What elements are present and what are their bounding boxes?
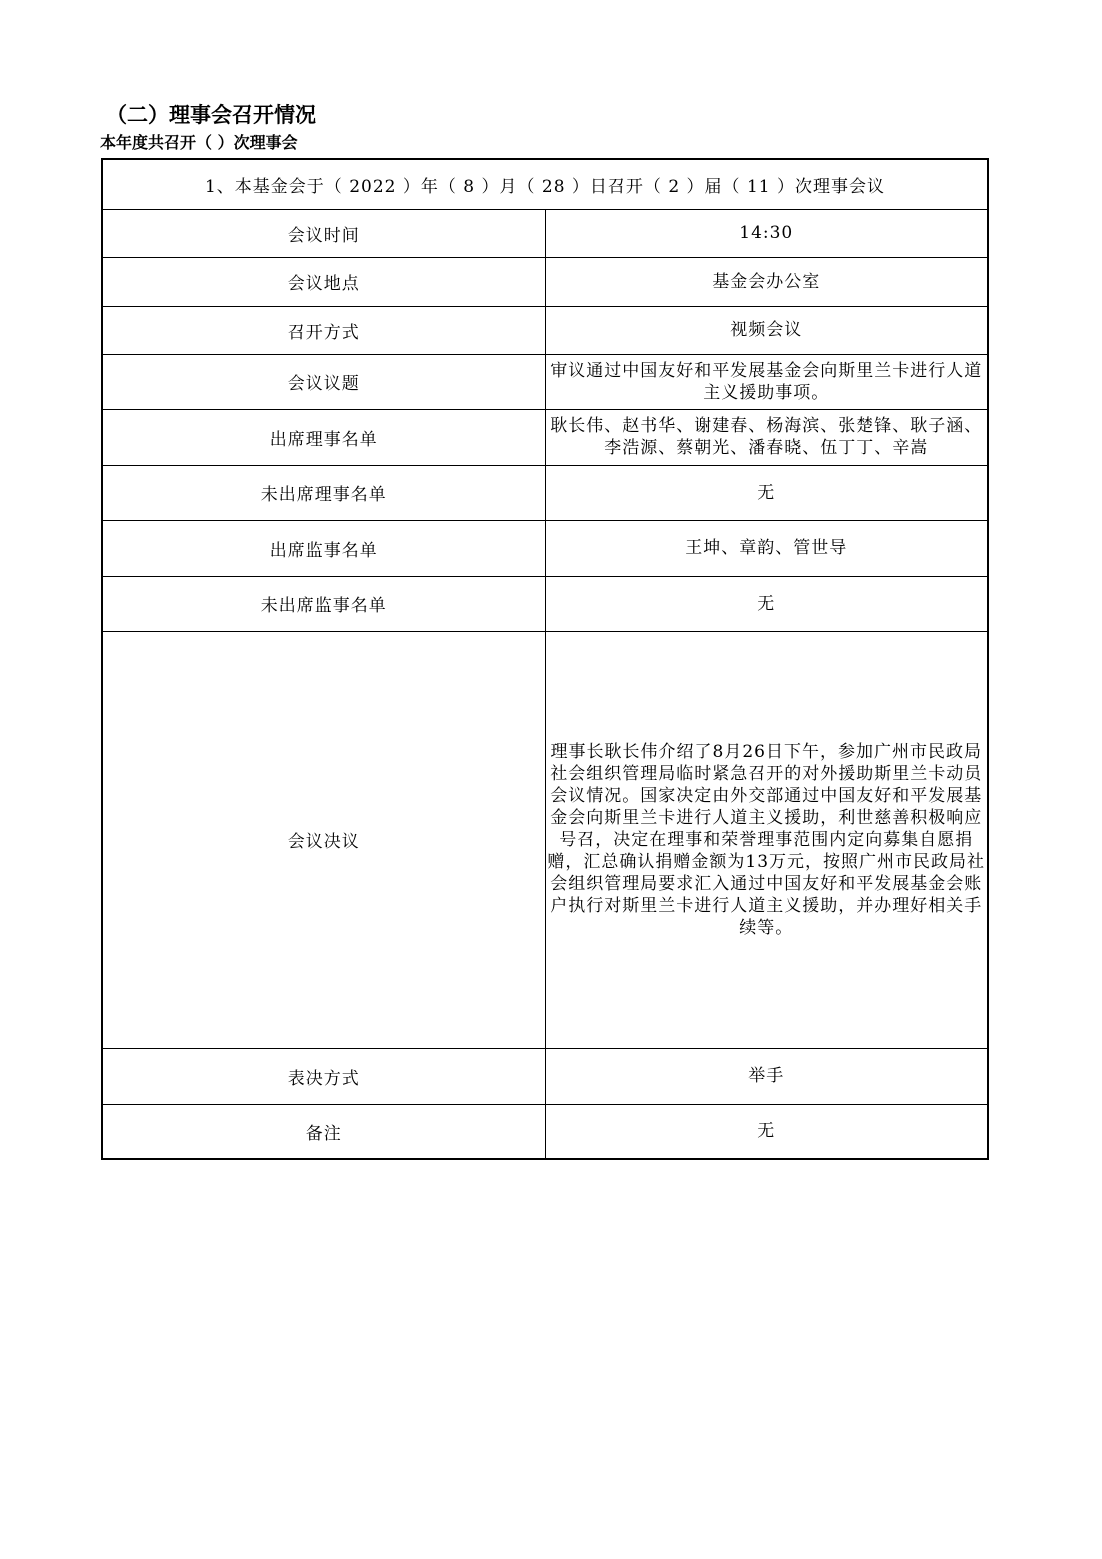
row-label-voting-method: 表决方式 <box>102 1048 545 1104</box>
table-row <box>102 465 988 520</box>
table-header-row <box>102 159 988 209</box>
table-row <box>102 306 988 354</box>
row-value-meeting-topic: 审议通过中国友好和平发展基金会向斯里兰卡进行人道主义援助事项。 <box>545 354 988 409</box>
table-row <box>102 209 988 257</box>
row-value-attending-supervisors: 王坤、章韵、管世导 <box>545 520 988 576</box>
row-label-attending-supervisors: 出席监事名单 <box>102 520 545 576</box>
row-value-meeting-time: 14:30 <box>545 209 988 257</box>
row-value-remarks: 无 <box>545 1104 988 1159</box>
table-row <box>102 631 988 1048</box>
row-label-attending-directors: 出席理事名单 <box>102 409 545 465</box>
row-label-resolution: 会议决议 <box>102 631 545 1048</box>
meeting-count-subtitle: 本年度共召开（ ）次理事会 <box>100 133 298 152</box>
row-label-absent-supervisors: 未出席监事名单 <box>102 576 545 631</box>
board-meeting-table <box>101 158 989 1160</box>
row-value-attending-directors: 耿长伟、赵书华、谢建春、杨海滨、张楚锋、耿子涵、李浩源、蔡朝光、潘春晓、伍丁丁、辛嵩 <box>545 409 988 465</box>
row-label-meeting-format: 召开方式 <box>102 306 545 354</box>
row-value-absent-directors: 无 <box>545 465 988 520</box>
table-row <box>102 409 988 465</box>
row-value-resolution: 理事长耿长伟介绍了8月26日下午，参加广州市民政局社会组织管理局临时紧急召开的对外援助斯里兰卡动员会议情况。国家决定由外交部通过中国友好和平发展基金会向斯里兰卡进行人道主义援助，利世慈善积极响应号召，决定在理事和荣誉理事范围内定向募集自愿捐赠，汇总确认捐赠金额为13万元，按照广州市民政局社会组织管理局要求汇入通过中国友好和平发展基金会账户执行对斯里兰卡进行人道主义援助，并办理好相关手续等。 <box>545 631 988 1048</box>
table-row <box>102 1048 988 1104</box>
row-value-meeting-format: 视频会议 <box>545 306 988 354</box>
row-label-meeting-topic: 会议议题 <box>102 354 545 409</box>
table-row <box>102 1104 988 1159</box>
row-label-absent-directors: 未出席理事名单 <box>102 465 545 520</box>
section-title: （二）理事会召开情况 <box>106 103 316 127</box>
row-value-voting-method: 举手 <box>545 1048 988 1104</box>
row-label-remarks: 备注 <box>102 1104 545 1159</box>
meeting-header: 1、本基金会于（ 2022 ）年（ 8 ）月（ 28 ）日召开（ 2 ）届（ 11 ）次理事会议 <box>102 159 988 209</box>
row-value-absent-supervisors: 无 <box>545 576 988 631</box>
table-row <box>102 354 988 409</box>
table-row <box>102 520 988 576</box>
row-value-meeting-location: 基金会办公室 <box>545 257 988 306</box>
table-row <box>102 576 988 631</box>
table-row <box>102 257 988 306</box>
row-label-meeting-time: 会议时间 <box>102 209 545 257</box>
row-label-meeting-location: 会议地点 <box>102 257 545 306</box>
